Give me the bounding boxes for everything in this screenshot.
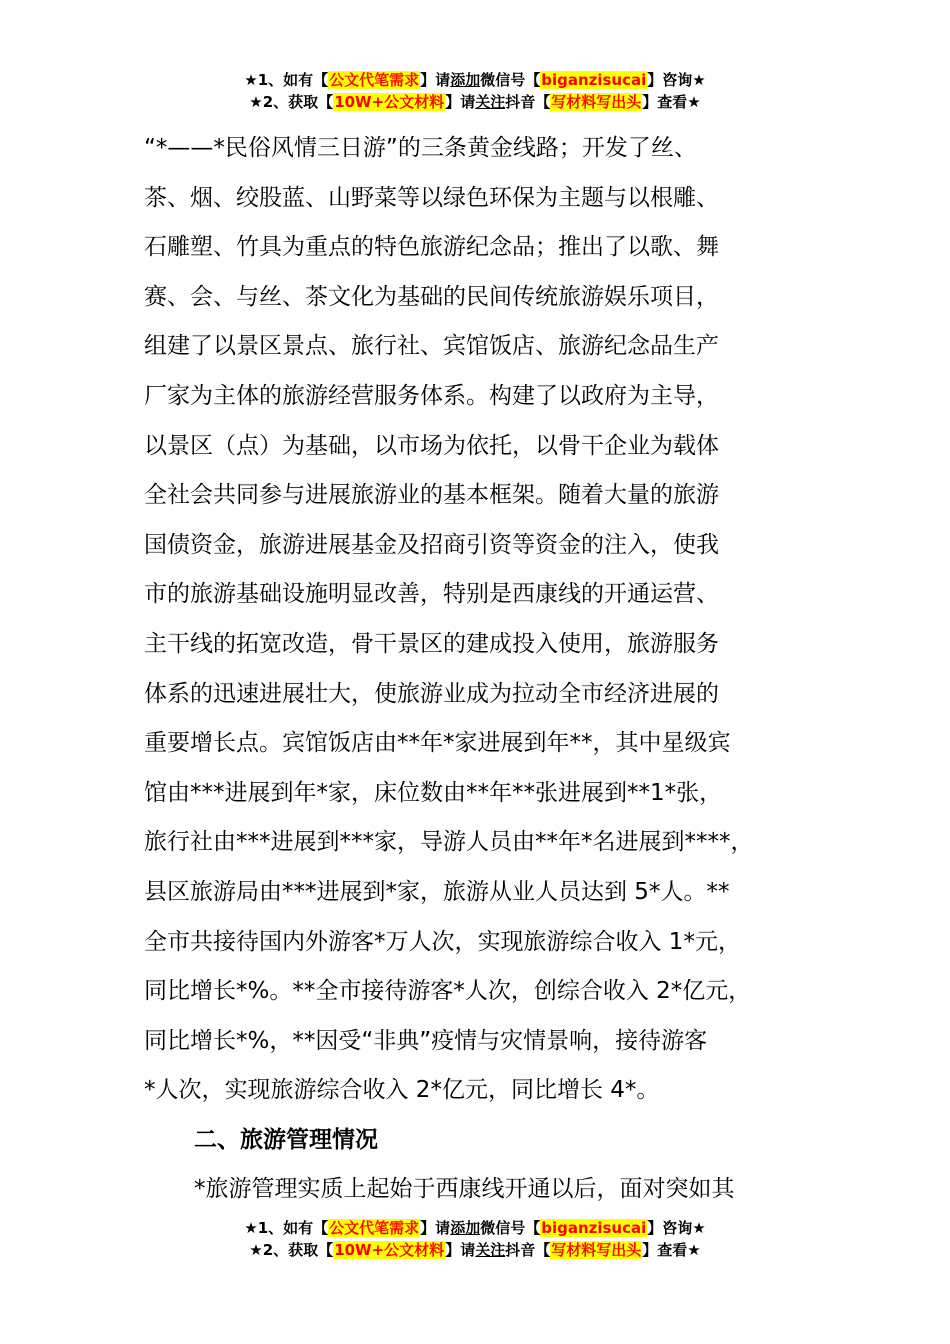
banner-text: ★1、如有【	[244, 71, 329, 89]
banner-highlight: 写材料写出头	[551, 93, 642, 111]
body-line: 重要增长点。宾馆饭店由**年*家进展到年**，其中星级宾	[144, 730, 731, 757]
banner-highlight: biganzisucai	[541, 1219, 647, 1237]
body-line: 旅行社由***进展到***家，导游人员由**年*名进展到****，	[144, 829, 754, 856]
banner-highlight: biganzisucai	[541, 71, 647, 89]
body-line: 同比增长*%，**因受“非典”疫情与灾情景响，接待游客	[144, 1027, 708, 1054]
banner-highlight: 公文代笔需求	[329, 1219, 420, 1237]
banner-highlight: 10W+公文材料	[334, 1241, 445, 1259]
body-line: 茶、烟、绞股蓝、山野菜等以绿色环保为主题与以根雕、	[144, 184, 719, 211]
body-line: 体系的迅速进展壮大，使旅游业成为拉动全市经济进展的	[144, 680, 719, 707]
banner-text: 】请	[445, 1241, 476, 1259]
banner-highlight: 公文代笔需求	[329, 71, 420, 89]
banner-text: ★2、获取【	[249, 1241, 334, 1259]
banner-text: ★2、获取【	[249, 93, 334, 111]
document-body	[144, 124, 844, 1215]
banner-line-2	[0, 91, 950, 113]
body-line: 同比增长*%。**全市接待游客*人次，创综合收入 2*亿元，	[144, 978, 752, 1005]
banner-highlight: 写材料写出头	[551, 1241, 642, 1259]
banner-text: 】请	[445, 93, 476, 111]
banner-text: 】咨询★	[647, 71, 706, 89]
banner-text: 】查看★	[642, 1241, 701, 1259]
banner-text: 】请	[420, 1219, 451, 1237]
footer-banner	[0, 1217, 950, 1261]
banner-underline: 添加	[450, 71, 481, 89]
body-line: 厂家为主体的旅游经营服务体系。构建了以政府为主导，	[144, 382, 719, 409]
body-line: 全社会共同参与进展旅游业的基本框架。随着大量的旅游	[144, 482, 719, 509]
body-line: 主干线的拓宽改造，骨干景区的建成投入使用，旅游服务	[144, 630, 719, 657]
body-line: 县区旅游局由***进展到*家，旅游从业人员达到 5*人。**	[144, 878, 730, 905]
body-line: 市的旅游基础设施明显改善，特别是西康线的开通运营、	[144, 581, 719, 608]
body-line: 赛、会、与丝、茶文化为基础的民间传统旅游娱乐项目，	[144, 283, 719, 310]
body-line: “*——*民俗风情三日游”的三条黄金线路；开发了丝、	[144, 135, 697, 161]
banner-line-1	[0, 1217, 950, 1239]
body-line: *旅游管理实质上起始于西康线开通以后，面对突如其	[194, 1176, 735, 1203]
body-line: *人次，实现旅游综合收入 2*亿元，同比增长 4*。	[144, 1077, 660, 1104]
banner-text: 】查看★	[642, 93, 701, 111]
body-line: 全市共接待国内外游客*万人次，实现旅游综合收入 1*元，	[144, 928, 741, 955]
body-line: 以景区（点）为基础，以市场为依托，以骨干企业为载体	[144, 432, 719, 459]
banner-text: ★1、如有【	[244, 1219, 329, 1237]
banner-text: 】咨询★	[647, 1219, 706, 1237]
body-line: 组建了以景区景点、旅行社、宾馆饭店、旅游纪念品生产	[144, 333, 719, 360]
header-banner	[0, 69, 950, 113]
banner-underline: 关注	[475, 1241, 506, 1259]
banner-text: 抖音【	[505, 93, 551, 111]
banner-text: 抖音【	[505, 1241, 551, 1259]
banner-text: 微信号【	[480, 71, 541, 89]
banner-text: 】请	[420, 71, 451, 89]
body-line: 石雕塑、竹具为重点的特色旅游纪念品；推出了以歌、舞	[144, 234, 719, 261]
body-line: 馆由***进展到年*家，床位数由**年**张进展到**1*张，	[144, 779, 723, 806]
banner-line-2	[0, 1239, 950, 1261]
banner-line-1	[0, 69, 950, 91]
banner-highlight: 10W+公文材料	[334, 93, 445, 111]
section-heading: 二、旅游管理情况	[194, 1126, 378, 1153]
body-line: 国债资金，旅游进展基金及招商引资等资金的注入，使我	[144, 531, 719, 558]
banner-text: 微信号【	[480, 1219, 541, 1237]
banner-underline: 添加	[450, 1219, 481, 1237]
banner-underline: 关注	[475, 93, 506, 111]
